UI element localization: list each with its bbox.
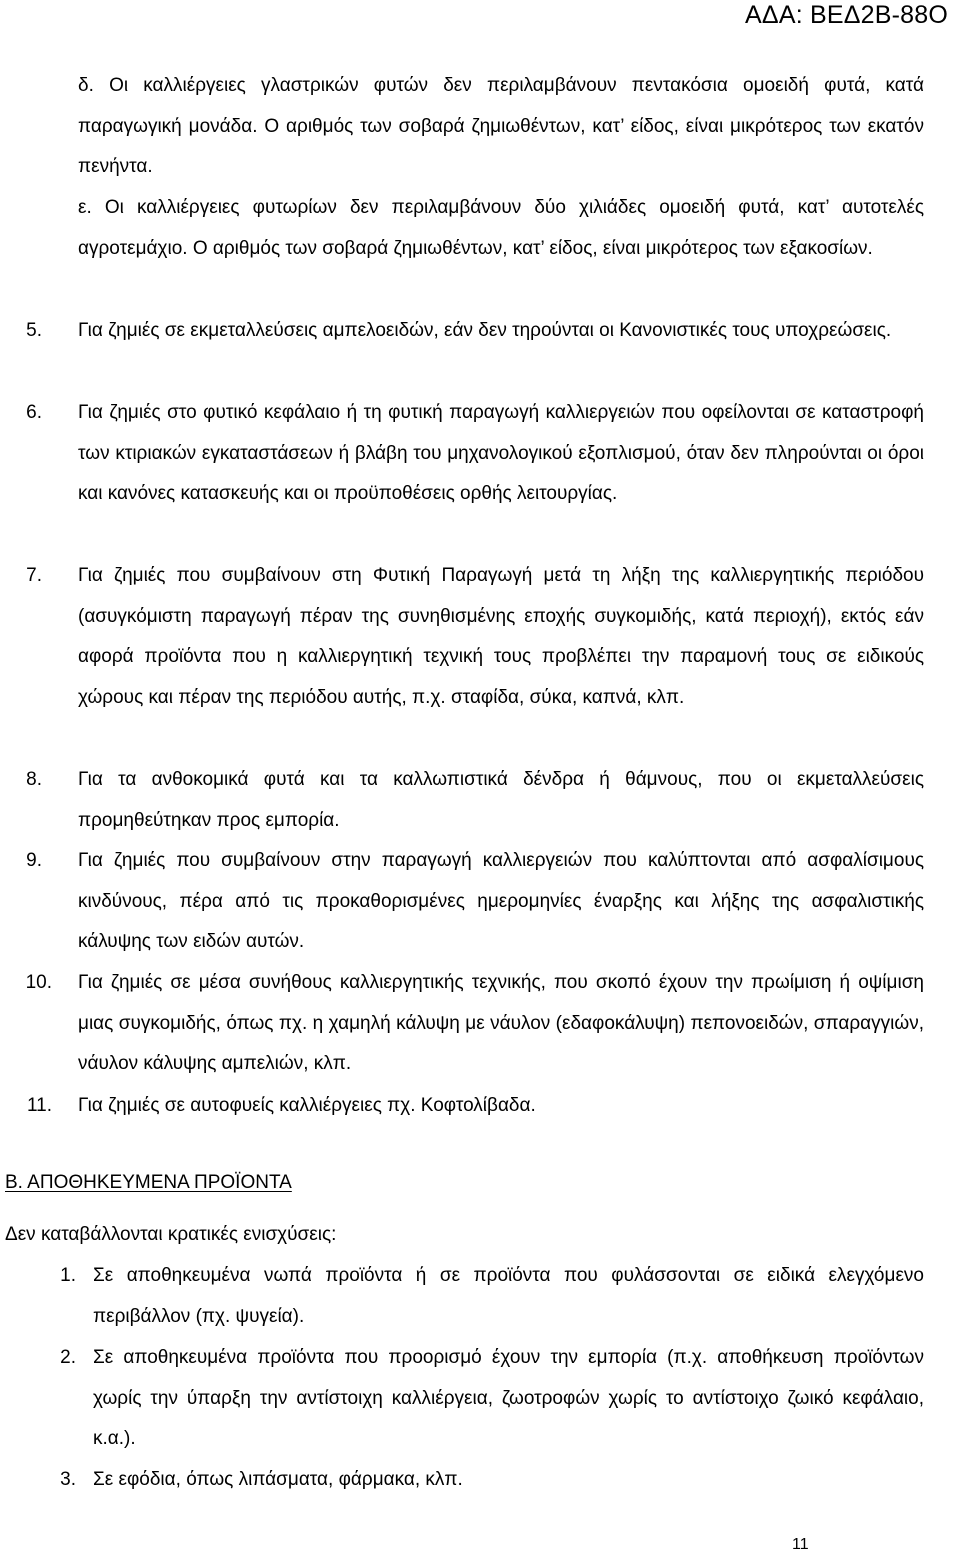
item-text-6: Για ζημιές στο φυτικό κεφάλαιο ή τη φυτική παραγωγή καλλιεργειών που οφείλονται σε καταστροφή των κτιριακών εγκαταστάσεων ή βλάβη του μηχανολογικού εξοπλισμού, όταν δεν πληρούνται οι όροι και κανόνες κατασκευής και οι προϋποθέσεις ορθής λειτουργίας.: [78, 402, 924, 505]
item-number-6: 6.: [26, 402, 42, 423]
item-text-9: Για ζημιές που συμβαίνουν στην παραγωγή καλλιεργειών που καλύπτονται από ασφαλίσιμους κινδύνους, πέρα από τις προκαθορισμένες ημερομηνίες έναρξης και λήξης της ασφαλιστικής κάλυψης των ειδών αυτών.: [78, 850, 924, 953]
section-item-text-2: Σε αποθηκευμένα προϊόντα που προορισμό έχουν την εμπορία (π.χ. αποθήκευση προϊόντων χωρίς την ύπαρξη την αντίστοιχη καλλιέργεια, ζωοτροφών χωρίς το αντίστοιχο ζωικό κεφάλαιο, κ.α.).: [93, 1347, 924, 1450]
item-text-5: Για ζημιές σε εκμεταλλεύσεις αμπελοειδών, εάν δεν τηρούνται οι Κανονιστικές τους υποχρεώσεις.: [78, 320, 892, 341]
item-number-10: 10.: [25, 972, 52, 993]
sub-item-marker: δ.: [78, 75, 94, 96]
page-number: 11: [792, 1536, 809, 1553]
sub-item-text: Οι καλλιέργειες φυτωρίων δεν περιλαμβάνουν δύο χιλιάδες ομοειδή φυτά, κατ’ αυτοτελές αγροτεμάχιο. Ο αριθμός των σοβαρά ζημιωθέντων, κατ’ είδος, είναι μικρότερος των εξακοσίων.: [78, 197, 924, 259]
section-intro: Δεν καταβάλλονται κρατικές ενισχύσεις:: [5, 1224, 337, 1245]
item-text-11: Για ζημιές σε αυτοφυείς καλλιέργειες πχ. Κοφτολίβαδα.: [78, 1095, 536, 1116]
item-number-9: 9.: [26, 850, 42, 871]
item-text-10: Για ζημιές σε μέσα συνήθους καλλιεργητικής τεχνικής, που σκοπό έχουν την πρωίμιση ή οψίμιση μιας συγκομιδής, όπως πχ. η χαμηλή κάλυψη με νάυλον (εδαφοκάλυψη) πεπονοειδών, σπαραγγιών, νάυλον κάλυψης αμπελιών, κλπ.: [78, 972, 924, 1075]
item-number-7: 7.: [26, 565, 42, 586]
section-item-text-1: Σε αποθηκευμένα νωπά προϊόντα ή σε προϊόντα που φυλάσσονται σε ειδικά ελεγχόμενο περιβάλλον (πχ. ψυγεία).: [93, 1265, 924, 1327]
section-item-number-2: 2.: [60, 1347, 76, 1368]
sub-item-d: [78, 66, 924, 188]
item-number-5: 5.: [26, 320, 42, 341]
item-text-8: Για τα ανθοκομικά φυτά και τα καλλωπιστικά δένδρα ή θάμνους, που οι εκμεταλλεύσεις προμηθεύτηκαν προς εμπορία.: [78, 769, 924, 831]
section-heading: Β. ΑΠΟΘΗΚΕΥΜΕΝΑ ΠΡΟΪΟΝΤΑ: [5, 1172, 292, 1193]
section-item-number-1: 1.: [60, 1265, 76, 1286]
item-text-7: Για ζημιές που συμβαίνουν στη Φυτική Παραγωγή μετά τη λήξη της καλλιεργητικής περιόδου (ασυγκόμιστη παραγωγή πέραν της συνηθισμένης εποχής συγκομιδής, κατά περιοχή), εκτός εάν αφορά προϊόντα που η καλλιεργητική τεχνική τους προβλέπει την παραμονή τους σε ειδικούς χώρους και πέραν της περιόδου αυτής, π.χ. σταφίδα, σύκα, καπνά, κλπ.: [78, 565, 924, 709]
ada-code: ΑΔΑ: ΒΕΔ2Β-88Ο: [745, 1, 948, 29]
section-item-text-3: Σε εφόδια, όπως λιπάσματα, φάρμακα, κλπ.: [93, 1469, 463, 1490]
sub-item-text: Οι καλλιέργειες γλαστρικών φυτών δεν περιλαμβάνουν πεντακόσια ομοειδή φυτά, κατά παραγωγική μονάδα. Ο αριθμός των σοβαρά ζημιωθέντων, κατ’ είδος, είναι μικρότερος των εκατόν πενήντα.: [78, 75, 925, 178]
sub-item-marker: ε.: [78, 197, 92, 218]
section-item-number-3: 3.: [60, 1469, 76, 1490]
sub-item-e: [78, 188, 924, 269]
item-number-11: 11.: [26, 1095, 52, 1116]
item-number-8: 8.: [26, 769, 42, 790]
